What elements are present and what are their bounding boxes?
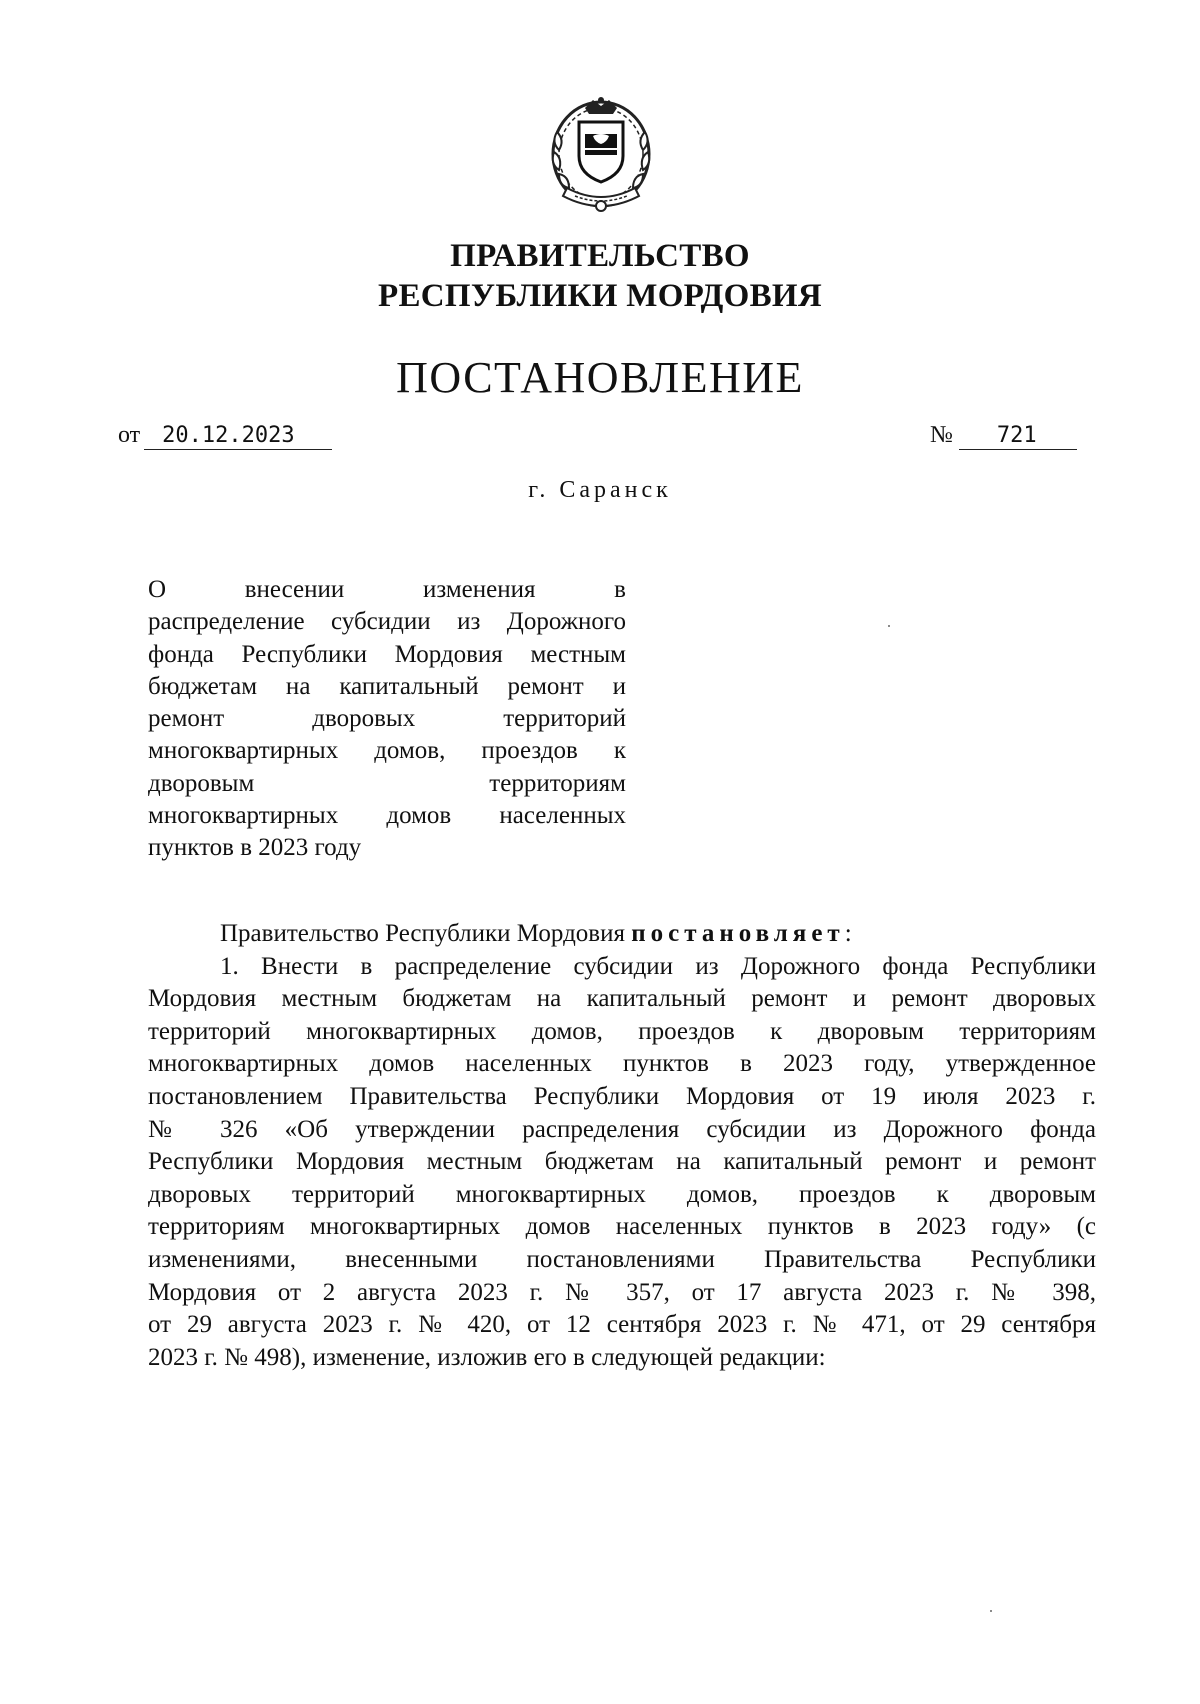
- intro-prefix: Правительство Республики Мордовия: [220, 920, 632, 947]
- paragraph-line: Мордовия от 2 августа 2023 г. № 357, от 17 августа 2023 г. № 398,: [148, 1278, 1096, 1306]
- subject-line: многоквартирных домов населенных: [148, 802, 626, 830]
- city-name: г. Саранск: [528, 477, 672, 503]
- government-title-line2: РЕСПУБЛИКИ МОРДОВИЯ: [377, 278, 822, 314]
- paragraph-line: № 326 «Об утверждении распределения субсидии из Дорожного фонда: [148, 1115, 1096, 1143]
- subject-line: О внесении изменения в: [148, 576, 626, 603]
- subject-line: пунктов в 2023 году: [148, 834, 362, 862]
- paragraph-line: территориям многоквартирных домов населенных пунктов в 2023 году» (с: [148, 1213, 1096, 1241]
- paragraph-line: от 29 августа 2023 г. № 420, от 12 сентября 2023 г. № 471, от 29 сентября: [148, 1311, 1096, 1339]
- document-subject: [148, 574, 626, 865]
- paragraph-line: Республики Мордовия местным бюджетам на капитальный ремонт и ремонт: [148, 1148, 1096, 1176]
- paragraph-line: дворовых территорий многоквартирных домов, проездов к дворовым: [148, 1180, 1096, 1208]
- government-title-line1: ПРАВИТЕЛЬСТВО: [450, 238, 750, 274]
- paragraph-line: 1. Внести в распределение субсидии из Дорожного фонда Республики: [220, 952, 1096, 980]
- subject-line: бюджетам на капитальный ремонт и: [148, 672, 626, 700]
- document-body: [148, 918, 1096, 1374]
- paragraph-line: изменениями, внесенными постановлениями Правительства Республики: [148, 1245, 1096, 1273]
- paragraph-line: Мордовия местным бюджетам на капитальный ремонт и ремонт дворовых: [148, 985, 1096, 1013]
- document-type-title: ПОСТАНОВЛЕНИЕ: [396, 353, 804, 402]
- intro-line: [148, 918, 1096, 951]
- subject-line: фонда Республики Мордовия местным: [148, 640, 626, 668]
- paragraph-line: территорий многоквартирных домов, проездов к дворовым территориям: [148, 1017, 1096, 1045]
- scan-speck: [888, 625, 890, 627]
- intro-decree-word: постановляет: [631, 920, 845, 947]
- number-prefix: №: [930, 422, 953, 448]
- subject-line: ремонт дворовых территорий: [148, 705, 626, 733]
- subject-line: распределение субсидии из Дорожного: [148, 608, 626, 636]
- paragraph-line: многоквартирных домов населенных пунктов в 2023 году, утвержденное: [148, 1050, 1096, 1078]
- number-value: 721: [959, 423, 1077, 450]
- subject-line: многоквартирных домов, проездов к: [148, 737, 626, 765]
- document-date: [118, 420, 332, 450]
- coat-of-arms-emblem: [545, 92, 657, 214]
- paragraph-line: постановлением Правительства Республики Мордовия от 19 июля 2023 г.: [148, 1082, 1096, 1110]
- document-number: [930, 420, 1077, 450]
- date-prefix: от: [118, 422, 141, 448]
- date-value: 20.12.2023: [144, 423, 332, 450]
- scan-speck: [990, 1610, 992, 1612]
- paragraph-line: 2023 г. № 498), изменение, изложив его в следующей редакции:: [148, 1343, 826, 1371]
- intro-suffix: :: [844, 920, 852, 947]
- subject-line: дворовым территориям: [148, 769, 626, 797]
